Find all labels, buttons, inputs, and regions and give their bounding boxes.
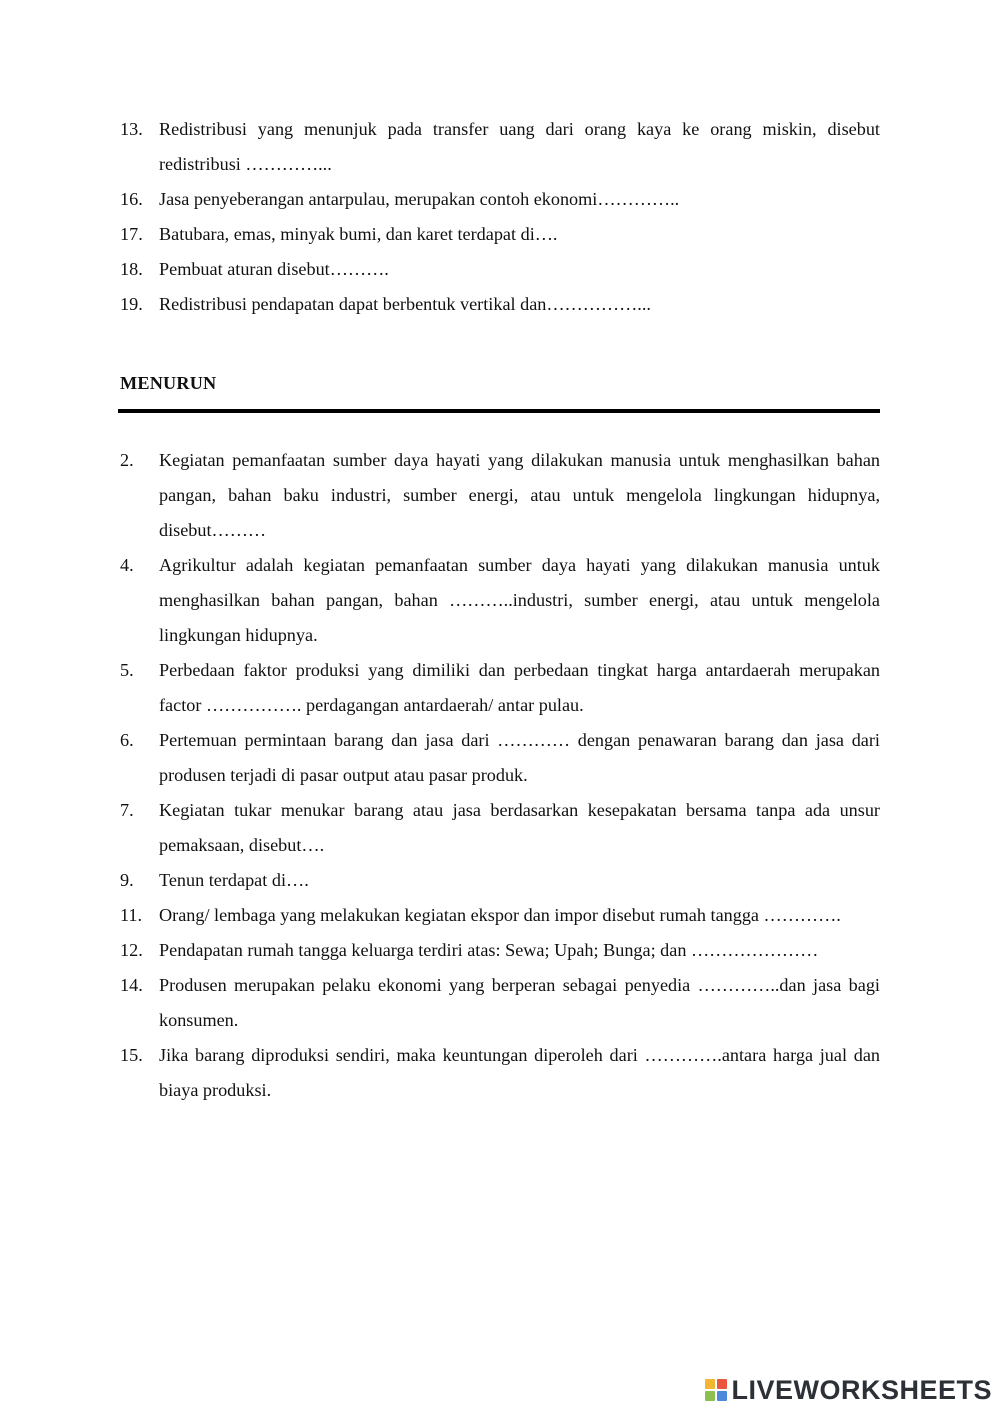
menurun-question-list — [120, 443, 880, 1108]
question-item — [120, 793, 880, 863]
logo-block — [705, 1379, 715, 1389]
question-item — [120, 252, 880, 287]
question-text: Batubara, emas, minyak bumi, dan karet terdapat di…. — [159, 224, 558, 244]
question-text: Jasa penyeberangan antarpulau, merupakan contoh ekonomi………….. — [159, 189, 680, 209]
question-text: Jika barang diproduksi sendiri, maka keuntungan diperoleh dari ………….antara harga jual dan biaya produksi. — [159, 1045, 880, 1100]
question-number: 17. — [120, 224, 143, 244]
question-number: 7. — [120, 800, 134, 820]
question-item — [120, 898, 880, 933]
question-item — [120, 217, 880, 252]
question-number: 15. — [120, 1045, 143, 1065]
logo-block — [705, 1391, 715, 1401]
question-text: Perbedaan faktor produksi yang dimiliki dan perbedaan tingkat harga antardaerah merupakan factor ……………. perdagangan antardaerah/ antar pulau. — [159, 660, 880, 715]
question-item — [120, 653, 880, 723]
question-item — [120, 968, 880, 1038]
question-item — [120, 287, 880, 322]
question-number: 2. — [120, 450, 134, 470]
question-number: 5. — [120, 660, 134, 680]
question-number: 14. — [120, 975, 143, 995]
question-number: 4. — [120, 555, 134, 575]
logo-blocks-icon — [705, 1379, 727, 1401]
question-text: Orang/ lembaga yang melakukan kegiatan ekspor dan impor disebut rumah tangga …………. — [159, 905, 841, 925]
question-text: Agrikultur adalah kegiatan pemanfaatan sumber daya hayati yang dilakukan manusia untuk menghasilkan bahan pangan, bahan ………..industri, sumber energi, atau untuk mengelola lingkungan hidupnya. — [159, 555, 880, 645]
question-item — [120, 863, 880, 898]
question-text: Redistribusi yang menunjuk pada transfer uang dari orang kaya ke orang miskin, disebut redistribusi …………... — [159, 119, 880, 174]
question-number: 13. — [120, 119, 143, 139]
question-number: 6. — [120, 730, 134, 750]
question-text: Produsen merupakan pelaku ekonomi yang berperan sebagai penyedia …………..dan jasa bagi konsumen. — [159, 975, 880, 1030]
question-text: Kegiatan pemanfaatan sumber daya hayati yang dilakukan manusia untuk menghasilkan bahan pangan, bahan baku industri, sumber energi, atau untuk mengelola lingkungan hidupnya, disebut……… — [159, 450, 880, 540]
question-number: 16. — [120, 189, 143, 209]
question-number: 11. — [120, 905, 143, 925]
question-number: 9. — [120, 870, 134, 890]
question-item — [120, 723, 880, 793]
question-item — [120, 1038, 880, 1108]
question-text: Kegiatan tukar menukar barang atau jasa berdasarkan kesepakatan bersama tanpa ada unsur pemaksaan, disebut…. — [159, 800, 880, 855]
question-item — [120, 182, 880, 217]
question-text: Redistribusi pendapatan dapat berbentuk vertikal dan……………... — [159, 294, 651, 314]
logo-text: LIVEWORKSHEETS — [731, 1375, 992, 1405]
question-number: 18. — [120, 259, 143, 279]
mendatar-question-list — [120, 112, 880, 322]
liveworksheets-logo — [705, 1375, 992, 1405]
worksheet-page — [120, 112, 880, 1108]
question-item — [120, 933, 880, 968]
question-item — [120, 548, 880, 653]
question-text: Pendapatan rumah tangga keluarga terdiri atas: Sewa; Upah; Bunga; dan ………………… — [159, 940, 819, 960]
question-text: Tenun terdapat di…. — [159, 870, 309, 890]
menurun-heading: MENURUN — [120, 373, 217, 393]
question-number: 19. — [120, 294, 143, 314]
question-text: Pembuat aturan disebut………. — [159, 259, 389, 279]
question-number: 12. — [120, 940, 143, 960]
logo-block — [717, 1379, 727, 1389]
logo-block — [717, 1391, 727, 1401]
question-text: Pertemuan permintaan barang dan jasa dari ………… dengan penawaran barang dan jasa dari produsen terjadi di pasar output atau pasar produk. — [159, 730, 880, 785]
question-item — [120, 112, 880, 182]
section-divider — [118, 409, 880, 413]
question-item — [120, 443, 880, 548]
